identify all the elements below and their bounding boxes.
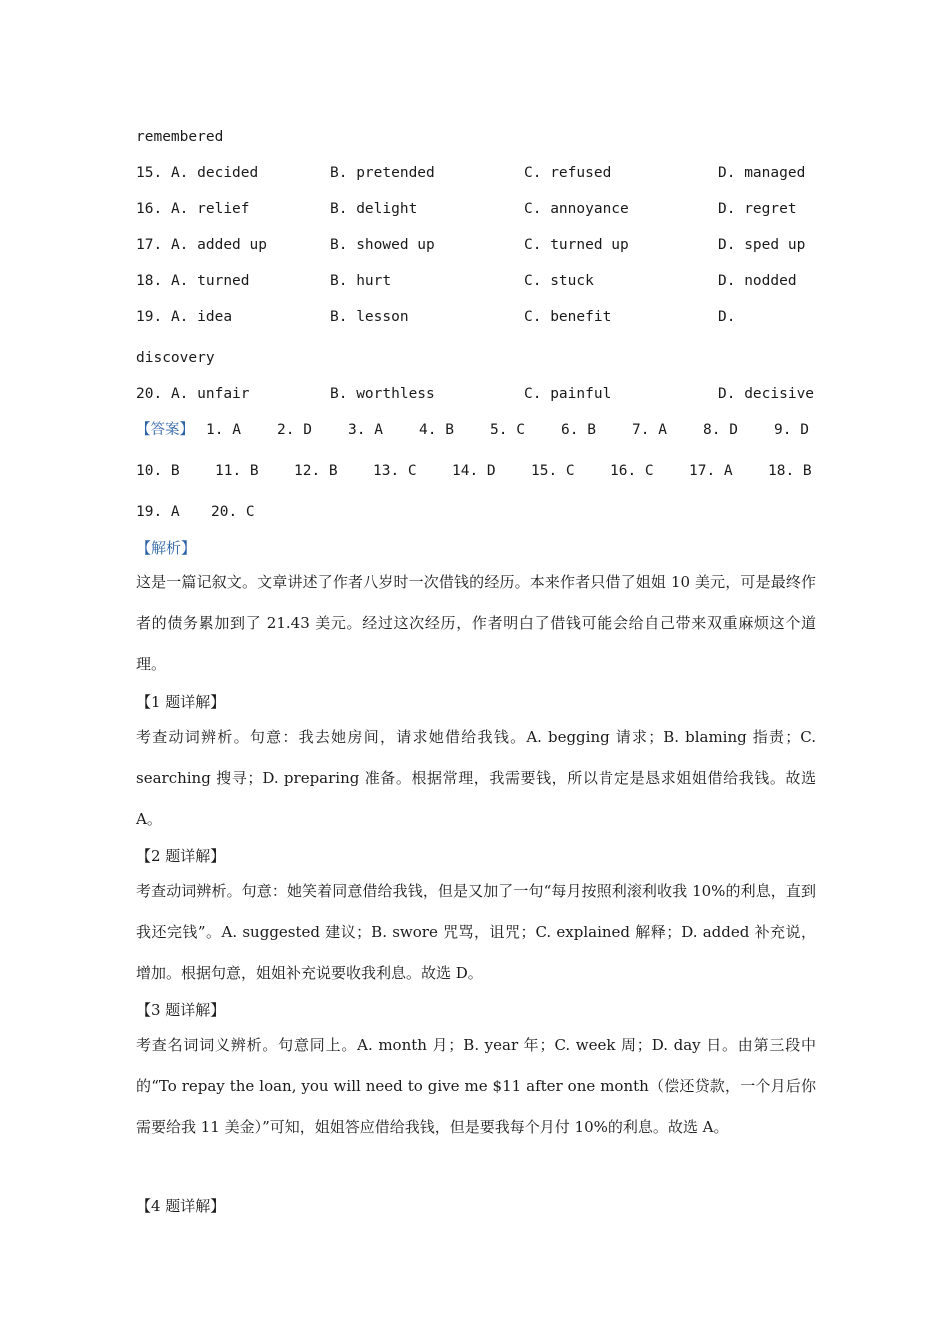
answer-item: 10. B (136, 463, 180, 479)
answer-item: 15. C (531, 463, 575, 479)
question-option-d: D. sped up (718, 237, 806, 253)
q14-option-d-continued: remembered (136, 129, 224, 145)
question-option-b: B. lesson (330, 309, 409, 325)
detail-text: 考查名词词义辨析。句意同上。A. month 月；B. year 年；C. week 周；D. day 日。由第三段中的“To repay the loan, you will need to give me $11 after one month（偿还贷款，一个月后你需要给我 11 美金）”可知，姐姐答应借给我钱，但是要我每个月付 10%的利息。故选 A。 (136, 1036, 816, 1136)
answer-item: 16. C (610, 463, 654, 479)
answer-row (136, 501, 816, 523)
detail-heading: 【1 题详解】 (136, 693, 226, 711)
question-option-c: C. stuck (524, 273, 594, 289)
detail-heading: 【3 题详解】 (136, 1001, 226, 1019)
question-option-b: B. showed up (330, 237, 435, 253)
question-option-b: B. pretended (330, 165, 435, 181)
answer-item: 2. D (277, 422, 312, 438)
answer-item: 12. B (294, 463, 338, 479)
answer-item: 17. A (689, 463, 733, 479)
answer-item: 14. D (452, 463, 496, 479)
detail-heading: 【2 题详解】 (136, 847, 226, 865)
question-option-c: C. benefit (524, 309, 612, 325)
answer-item: 9. D (774, 422, 809, 438)
question-option-a: 16. A. relief (136, 201, 250, 217)
question-option-b: B. worthless (330, 386, 435, 402)
answer-item: 11. B (215, 463, 259, 479)
detail-text: 考查动词辨析。句意：我去她房间，请求她借给我钱。A. begging 请求；B. blaming 指责；C. searching 搜寻；D. preparing 准备。根据常理，我需要钱，所以肯定是恳求姐姐借给我钱。故选 A。 (136, 728, 816, 828)
q19-option-d-continued: discovery (136, 350, 215, 366)
question-option-a: 18. A. turned (136, 273, 250, 289)
answer-item: 3. A (348, 422, 383, 438)
question-option-a: 15. A. decided (136, 165, 259, 181)
answer-row (136, 419, 816, 441)
question-option-c: C. turned up (524, 237, 629, 253)
question-option-b: B. delight (330, 201, 418, 217)
answer-item: 7. A (632, 422, 667, 438)
answer-row (136, 460, 816, 482)
question-option-d: D. regret (718, 201, 797, 217)
question-option-b: B. hurt (330, 273, 392, 289)
question-option-d: D. (718, 309, 736, 325)
analysis-label: 【解析】 (136, 539, 197, 557)
detail-heading: 【4 题详解】 (136, 1197, 226, 1215)
question-option-d: D. decisive (718, 386, 815, 402)
answer-label: 【答案】 (136, 422, 194, 438)
answer-item: 20. C (211, 504, 255, 520)
analysis-summary: 这是一篇记叙文。文章讲述了作者八岁时一次借钱的经历。本来作者只借了姐姐 10 美元，可是最终作者的债务累加到了 21.43 美元。经过这次经历，作者明白了借钱可能会给自己带来双重麻烦这个道理。 (136, 573, 816, 673)
answer-item: 4. B (419, 422, 454, 438)
question-option-a: 17. A. added up (136, 237, 267, 253)
question-option-c: C. annoyance (524, 201, 629, 217)
answer-item: 5. C (490, 422, 525, 438)
detail-text: 考查动词辨析。句意：她笑着同意借给我钱，但是又加了一句“每月按照利滚利收我 10%的利息，直到我还完钱”。A. suggested 建议；B. swore 咒骂，诅咒；C. explained 解释；D. added 补充说，增加。根据句意，姐姐补充说要收我利息。故选 D。 (136, 882, 816, 982)
question-option-d: D. nodded (718, 273, 797, 289)
answer-item: 13. C (373, 463, 417, 479)
answer-item: 6. B (561, 422, 596, 438)
question-option-d: D. managed (718, 165, 806, 181)
question-option-c: C. refused (524, 165, 612, 181)
question-option-a: 19. A. idea (136, 309, 233, 325)
answer-item: 8. D (703, 422, 738, 438)
question-option-a: 20. A. unfair (136, 386, 250, 402)
answer-item: 18. B (768, 463, 812, 479)
question-option-c: C. painful (524, 386, 612, 402)
answer-item: 1. A (206, 422, 241, 438)
answer-item: 19. A (136, 504, 180, 520)
